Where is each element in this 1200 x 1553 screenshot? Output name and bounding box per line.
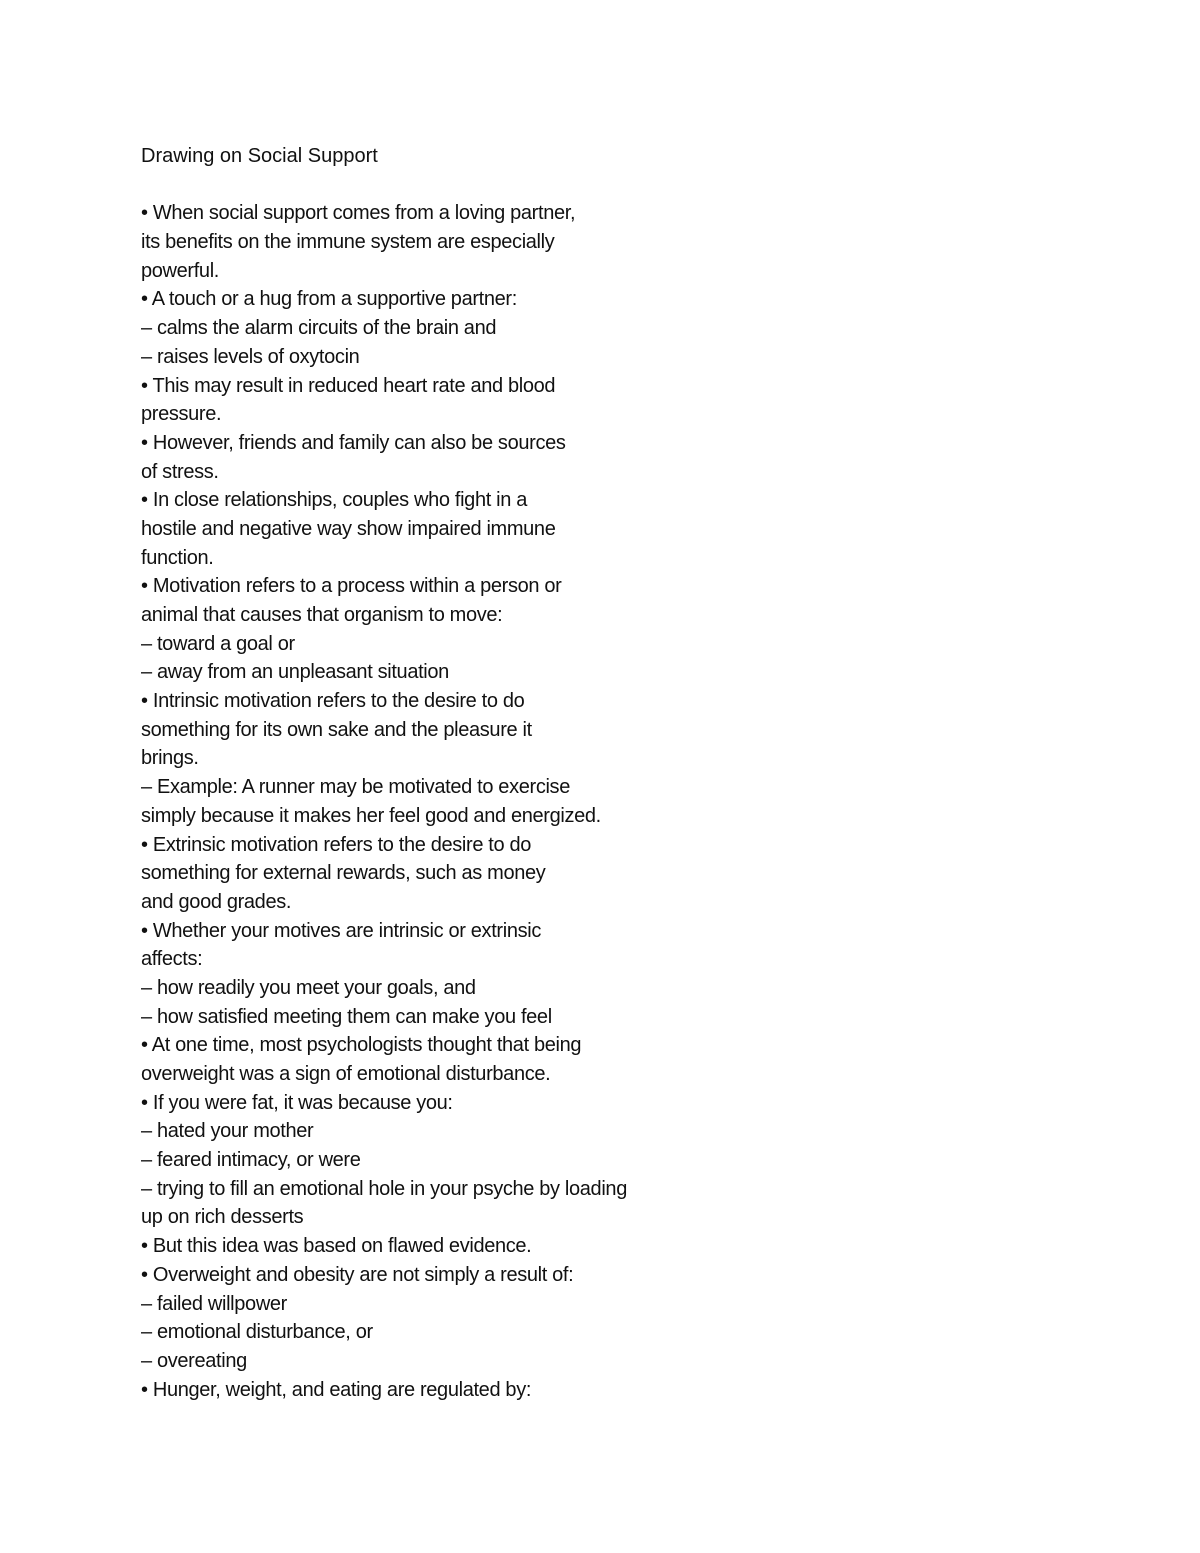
text-line: • This may result in reduced heart rate and blood [141, 374, 556, 397]
text-line: overweight was a sign of emotional disturbance. [141, 1063, 551, 1085]
text-line: – emotional disturbance, or [141, 1321, 373, 1344]
text-line: powerful. [141, 259, 220, 282]
text-line: and good grades. [141, 890, 292, 913]
text-line: • Overweight and obesity are not simply a result of: [141, 1263, 574, 1286]
text-line: • In close relationships, couples who fight in a [141, 489, 527, 512]
text-line: • Intrinsic motivation refers to the desire to do [141, 690, 525, 713]
text-line: • At one time, most psychologists thought that being [141, 1034, 582, 1057]
text-line: • Whether your motives are intrinsic or extrinsic [141, 919, 541, 942]
text-line: of stress. [141, 460, 219, 483]
text-line: • Hunger, weight, and eating are regulated by: [141, 1378, 532, 1401]
text-line: its benefits on the immune system are especially [141, 231, 555, 254]
text-line: – feared intimacy, or were [141, 1149, 361, 1172]
text-line: up on rich desserts [141, 1206, 304, 1229]
document-body [141, 142, 761, 1404]
text-line: • Extrinsic motivation refers to the desire to do [141, 833, 532, 856]
text-line: something for its own sake and the pleasure it [141, 718, 532, 741]
text-line: brings. [141, 747, 199, 770]
text-line: • When social support comes from a loving partner, [141, 202, 576, 225]
text-line: – hated your mother [141, 1120, 314, 1143]
text-line: – calms the alarm circuits of the brain and [141, 317, 497, 340]
text-line: hostile and negative way show impaired immune [141, 517, 556, 540]
document-title: Drawing on Social Support [141, 145, 378, 167]
text-lines [141, 199, 761, 1404]
text-line: • However, friends and family can also be sources [141, 431, 566, 454]
text-line: • A touch or a hug from a supportive partner: [141, 288, 517, 311]
text-line: • But this idea was based on flawed evidence. [141, 1235, 532, 1258]
text-line: – Example: A runner may be motivated to exercise [141, 776, 570, 799]
text-line: animal that causes that organism to move: [141, 604, 503, 626]
text-line: affects: [141, 948, 203, 971]
text-line: – trying to fill an emotional hole in your psyche by loading [141, 1177, 627, 1200]
text-line: – raises levels of oxytocin [141, 345, 360, 368]
text-line: function. [141, 546, 214, 569]
text-line: – toward a goal or [141, 632, 295, 655]
text-line: – how readily you meet your goals, and [141, 976, 476, 999]
text-line: – overeating [141, 1349, 247, 1372]
text-line: something for external rewards, such as money [141, 862, 546, 885]
text-line: – how satisfied meeting them can make you feel [141, 1005, 552, 1028]
text-line: • Motivation refers to a process within a person or [141, 575, 562, 598]
text-line: – failed willpower [141, 1292, 287, 1315]
text-line: – away from an unpleasant situation [141, 661, 449, 684]
blank-line [141, 171, 761, 200]
text-line: • If you were fat, it was because you: [141, 1091, 453, 1114]
text-line: pressure. [141, 403, 222, 426]
text-line: simply because it makes her feel good and energized. [141, 804, 601, 827]
